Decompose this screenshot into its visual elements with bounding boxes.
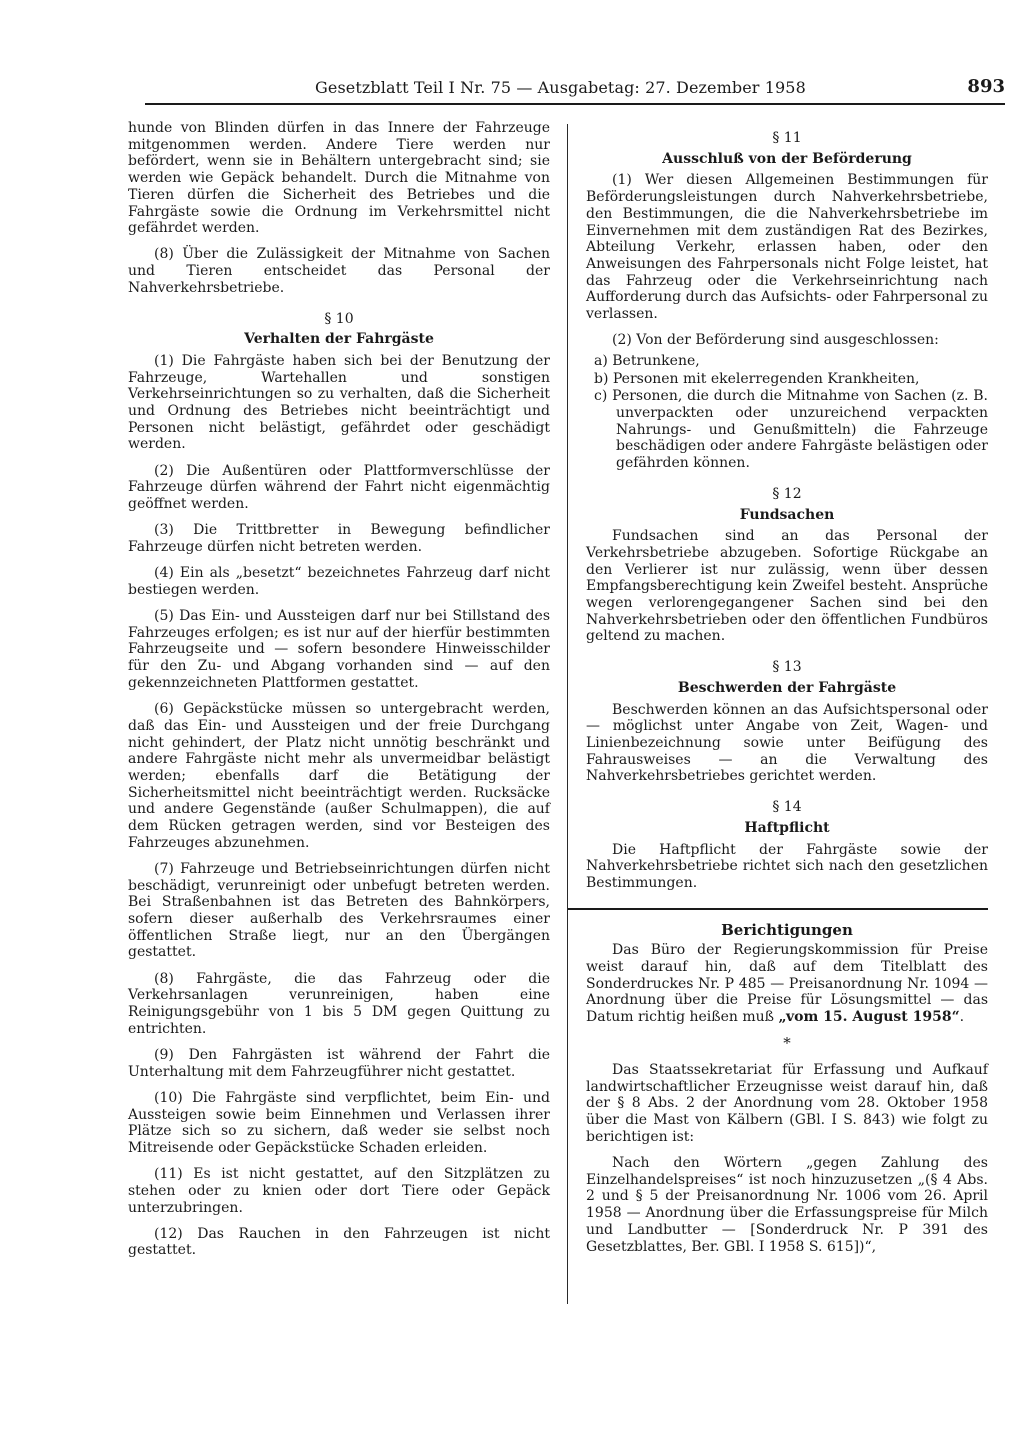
section-10-para-2: (2) Die Außentüren oder Plattformverschlüsse der Fahrzeuge dürfen während der Fahrt nicht eigenmächtig geöffnet werden. (128, 462, 550, 513)
header-rule (145, 103, 1005, 105)
corrections-rule (568, 908, 988, 910)
correction-2: Das Staatssekretariat für Erfassung und Aufkauf landwirtschaftlicher Erzeugnisse weist darauf hin, daß der § 8 Abs. 2 der Anordnung vom 28. Oktober 1958 über die Mast von Kälbern (GBl. I S. 843) wie folgt zu berichtigen ist: (586, 1062, 988, 1145)
section-14-title: Haftpflicht (744, 819, 830, 836)
section-14-number: § 14 (772, 799, 802, 816)
list-item-c: c) Personen, die durch die Mitnahme von Sachen (z. B. unverpackten oder unzureichend verpackten Nahrungs- und Genußmitteln) die Fahrzeuge beschädigen oder andere Fahrgäste belästigen oder gefährden können. (594, 388, 988, 472)
correction-1 (586, 942, 988, 1026)
correction-1-date: „vom 15. August 1958“ (778, 1009, 960, 1026)
list-item-a: a) Betrunkene, (594, 352, 700, 369)
list-item-b: b) Personen mit ekelerregenden Krankheiten, (594, 370, 920, 387)
correction-1-end: . (959, 1009, 965, 1026)
page-number: 893 (967, 76, 1005, 97)
separator-star: * (783, 1034, 791, 1053)
section-10-para-6: (6) Gepäckstücke müssen so untergebracht werden, daß das Ein- und Aussteigen und der freie Durchgang nicht gehindert, der Platz nicht unnötig beschränkt und andere Fahrgäste nicht mehr als unvermeidbar belästigt werden; ebenfalls darf die Betätigung der Sicherheitsmittel nicht beeinträchtigt werden. Rucksäcke und andere Gegenstände (außer Schulmappen), die auf dem Rücken getragen werden, sind vor Besteigen des Fahrzeuges abzunehmen. (128, 701, 550, 851)
section-12-title: Fundsachen (739, 506, 835, 523)
section-12-number: § 12 (772, 485, 802, 502)
section-13-title: Beschwerden der Fahrgäste (677, 679, 897, 696)
section-10-para-7: (7) Fahrzeuge und Betriebseinrichtungen dürfen nicht beschädigt, verunreinigt oder unbefugt betreten werden. Bei Straßenbahnen ist das Betreten des Bahnkörpers, sofern dieser außerhalb des Verkehrsraumes einer öffentlichen Straße liegt, nur an den Übergängen gestattet. (128, 860, 550, 961)
corrections-title: Berichtigungen (721, 920, 853, 939)
paragraph-continued: hunde von Blinden dürfen in das Innere der Fahrzeuge mitgenommen werden. Andere Tiere werden nur befördert, wenn sie in Behältern untergebracht sind; sie werden wie Gepäck behandelt. Durch die Mitnahme von Tieren dürfen die Sicherheit des Betriebes und die Fahrgäste sowie die Ordnung im Verkehrsmittel nicht gefährdet werden. (128, 120, 550, 237)
section-10-para-12: (12) Das Rauchen in den Fahrzeugen ist nicht gestattet. (128, 1225, 550, 1259)
section-10-para-8: (8) Fahrgäste, die das Fahrzeug oder die Verkehrsanlagen verunreinigen, haben eine Reinigungsgebühr von 1 bis 5 DM gegen Quittung zu entrichten. (128, 970, 550, 1037)
section-10-para-5: (5) Das Ein- und Aussteigen darf nur bei Stillstand des Fahrzeuges erfolgen; es ist nur auf der hierfür bestimmten Fahrzeugseite und — sofern besondere Hinweisschilder für den Zu- und Abgang vorhanden sind — auf den gekennzeichneten Plattformen gestattet. (128, 608, 550, 691)
section-11-number: § 11 (772, 130, 802, 146)
section-10-title: Verhalten der Fahrgäste (244, 331, 434, 348)
section-11-para-2: (2) Von der Beförderung sind ausgeschlossen: (612, 332, 939, 349)
left-column (128, 120, 550, 1269)
section-10-para-9: (9) Den Fahrgästen ist während der Fahrt die Unterhaltung mit dem Fahrzeugführer nicht gestattet. (128, 1046, 550, 1080)
right-column (586, 120, 988, 1265)
section-10-para-4: (4) Ein als „besetzt“ bezeichnetes Fahrzeug darf nicht bestiegen werden. (128, 565, 550, 598)
section-11-title: Ausschluß von der Beförderung (662, 150, 912, 167)
section-10-para-1: (1) Die Fahrgäste haben sich bei der Benutzung der Fahrzeuge, Wartehallen und sonstigen Verkehrseinrichtungen so zu verhalten, daß die Sicherheit und Ordnung des Betriebes nicht beeinträchtigt und Personen nicht belästigt, gefährdet oder geschädigt werden. (128, 352, 550, 453)
column-divider (567, 124, 568, 1304)
section-14-para: Die Haftpflicht der Fahrgäste sowie der Nahverkehrsbetriebe richtet sich nach den gesetzlichen Bestimmungen. (586, 841, 988, 891)
section-11-para-1: (1) Wer diesen Allgemeinen Bestimmungen für Beförderungsleistungen durch Nahverkehrsbetriebe, den Bestimmungen, die die Nahverkehrsbetriebe im Einvernehmen mit dem zuständigen Rat des Bezirkes, Abteilung Verkehr, erlassen haben, oder den Anweisungen des Fahrpersonals nicht Folge leistet, hat das Fahrzeug oder die Verkehrseinrichtung nach Aufforderung durch das Aufsichts- oder Fahrpersonal zu verlassen. (586, 172, 988, 323)
section-10-para-10: (10) Die Fahrgäste sind verpflichtet, beim Ein- und Aussteigen sowie beim Einnehmen und Verlassen ihrer Plätze sich so zu sichern, daß weder sie selbst noch Mitreisende oder Gepäckstücke Schaden erleiden. (128, 1089, 550, 1156)
section-13-number: § 13 (772, 659, 802, 676)
section-10-para-3: (3) Die Trittbretter in Bewegung befindlicher Fahrzeuge dürfen nicht betreten werden. (128, 522, 550, 555)
running-title: Gesetzblatt Teil I Nr. 75 — Ausgabetag: 27. Dezember 1958 (315, 78, 806, 97)
section-13-para: Beschwerden können an das Aufsichtspersonal oder — möglichst unter Angabe von Zeit, Wagen- und Linienbezeichnung sowie unter Beifügung des Fahrausweises — an die Verwaltung des Nahverkehrsbetriebes gerichtet werden. (586, 701, 988, 785)
paragraph-9-8: (8) Über die Zulässigkeit der Mitnahme von Sachen und Tieren entscheidet das Personal der Nahverkehrsbetriebe. (128, 246, 550, 296)
section-10-para-11: (11) Es ist nicht gestattet, auf den Sitzplätzen zu stehen oder zu knien oder dort Tiere oder Gepäck unterzubringen. (128, 1166, 550, 1216)
section-10-number: § 10 (324, 310, 354, 327)
correction-2-quote: Nach den Wörtern „gegen Zahlung des Einzelhandelspreises“ ist noch hinzuzusetzen „(§ 4 Abs. 2 und § 5 der Preisanordnung Nr. 1006 vom 26. April 1958 — Anordnung über die Erfassungspreise für Milch und Landbutter — [Sonderdruck Nr. P 391 des Gesetzblattes, Ber. GBl. I 1958 S. 615])“, (586, 1155, 988, 1255)
section-12-para: Fundsachen sind an das Personal der Verkehrsbetriebe abzugeben. Sofortige Rückgabe an den Verlierer ist nur zulässig, wenn über dessen Empfangsberechtigung kein Zweifel besteht. Ansprüche wegen verlorengegangener Sachen sind bei den Nahverkehrsbetrieben oder den öffentlichen Fundbüros geltend zu machen. (586, 528, 988, 645)
correction-1-text: Das Büro der Regierungskommission für Preise weist darauf hin, daß auf dem Titelblatt des Sonderdruckes Nr. P 485 — Preisanordnung Nr. 1094 — Anordnung über die Preise für Lösungsmittel — das Datum richtig heißen muß (586, 942, 988, 1026)
page-header (145, 76, 1005, 102)
